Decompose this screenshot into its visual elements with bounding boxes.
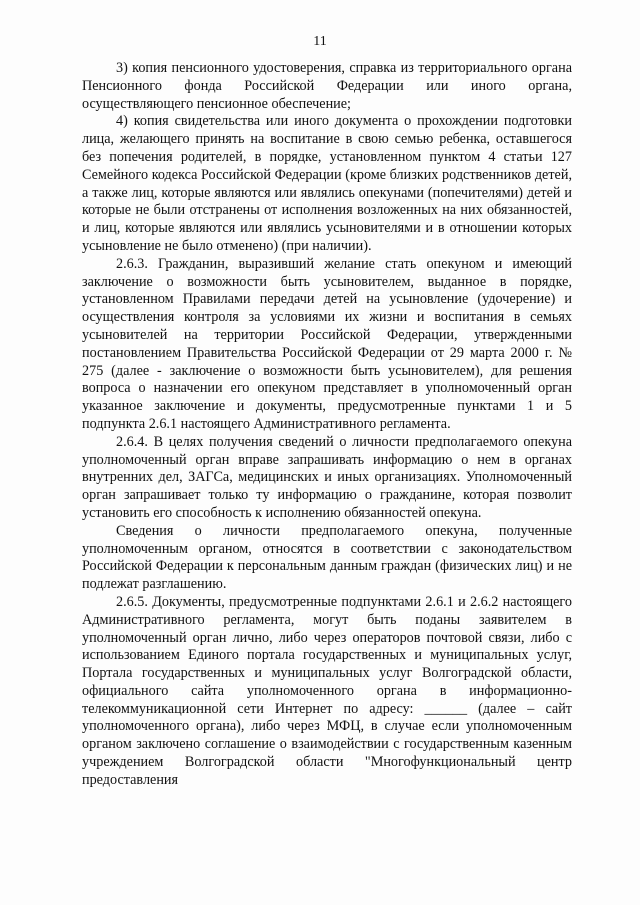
page-number: 11 <box>313 34 327 49</box>
document-body <box>82 60 572 790</box>
paragraph-item-3: 3) копия пенсионного удостоверения, справка из территориального органа Пенсионного фонда Российской Федерации или иного органа, осуществляющего пенсионное обеспечение; <box>82 60 572 112</box>
paragraph-2-6-4: 2.6.4. В целях получения сведений о личности предполагаемого опекуна уполномоченный орган вправе запрашивать информацию о нем в органах внутренних дел, ЗАГСа, медицинских и иных организациях. Уполномоченный орган запрашивает только ту информацию о гражданине, которая позволит установить его способность к исполнению обязанностей опекуна. <box>82 433 572 521</box>
paragraph-item-4: 4) копия свидетельства или иного документа о прохождении подготовки лица, желающего принять на воспитание в свою семью ребенка, оставшегося без попечения родителей, в порядке, установленном пунктом 4 статьи 127 Семейного кодекса Российской Федерации (кроме близких родственников детей, а также лиц, которые являются или являлись опекунами (попечителями) детей и которые не были отстранены от исполнения возложенных на них обязанностей, и лиц, которые являются или являлись усыновителями и в отношении которых усыновление не было отменено) (при наличии). <box>82 113 572 254</box>
paragraph-opekun-info: Сведения о личности предполагаемого опекуна, полученные уполномоченным органом, относятся в соответствии с законодательством Российской Федерации к персональным данным граждан (физических лиц) и не подлежат разглашению. <box>82 522 572 593</box>
paragraph-2-6-5: 2.6.5. Документы, предусмотренные подпунктами 2.6.1 и 2.6.2 настоящего Административного регламента, могут быть поданы заявителем в уполномоченный орган лично, либо через операторов почтовой связи, либо с использованием Единого портала государственных и муниципальных услуг, Портала государственных и муниципальных услуг Волгоградской области, официального сайта уполномоченного органа в информационно-телекоммуникационной сети Интернет по адресу: ______ (далее – сайт уполномоченного органа), либо через МФЦ, в случае если уполномоченным органом заключено соглашение о взаимодействии с государственным казенным учреждением Волгоградской области "Многофункциональный центр предоставления <box>82 593 572 788</box>
paragraph-2-6-3: 2.6.3. Гражданин, выразивший желание стать опекуном и имеющий заключение о возможности быть усыновителем, выданное в порядке, установленном Правилами передачи детей на усыновление (удочерение) и осуществления контроля за условиями их жизни и воспитания в семьях усыновителей на территории Российской Федерации, утвержденными постановлением Правительства Российской Федерации от 29 марта 2000 г. № 275 (далее - заключение о возможности быть усыновителем), для решения вопроса о назначении его опекуном представляет в уполномоченный орган указанное заключение и документы, предусмотренные пунктами 1 и 5 подпункта 2.6.1 настоящего Административного регламента. <box>82 255 572 432</box>
